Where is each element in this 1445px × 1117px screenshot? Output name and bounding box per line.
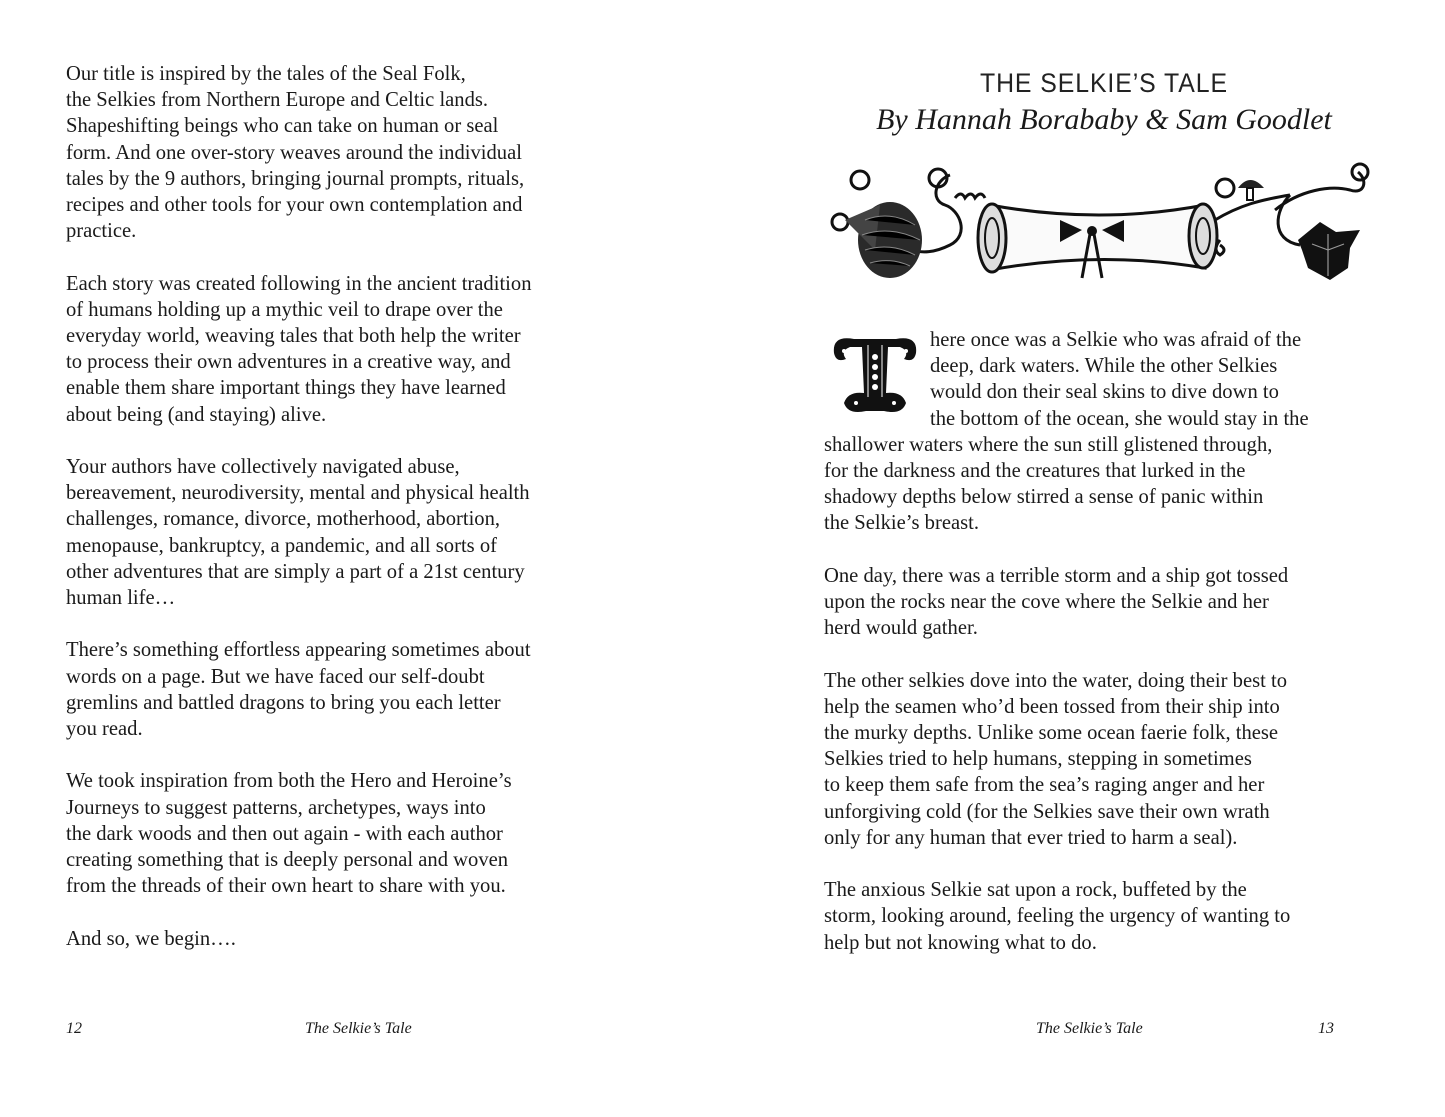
story-byline: By Hannah Borababy & Sam Goodlet: [876, 103, 1332, 136]
right-running-title: The Selkie’s Tale: [1036, 1020, 1143, 1037]
text-line: herd would gather.: [824, 617, 978, 640]
text-line: about being (and staying) alive.: [66, 403, 327, 426]
text-line: the Selkie’s breast.: [824, 512, 979, 535]
paragraph: [66, 926, 626, 952]
text-line: enable them share important things they have learned: [66, 377, 506, 400]
text-line: One day, there was a terrible storm and a ship got tossed: [824, 564, 1289, 587]
text-line: menopause, bankruptcy, a pandemic, and all sorts of: [66, 534, 498, 557]
text-line: to keep them safe from the sea’s raging anger and her: [824, 774, 1265, 797]
left-page-number: 12: [66, 1020, 82, 1037]
left-running-title: The Selkie’s Tale: [305, 1020, 412, 1037]
text-line: We took inspiration from both the Hero and Heroine’s: [66, 770, 512, 793]
text-line: shadowy depths below stirred a sense of panic within: [824, 486, 1264, 509]
paragraph: [824, 668, 1384, 851]
text-line: deep, dark waters. While the other Selkies: [930, 355, 1278, 378]
paragraph: [66, 61, 626, 244]
text-line: for the darkness and the creatures that lurked in the: [824, 460, 1246, 483]
text-line: The other selkies dove into the water, doing their best to: [824, 669, 1287, 692]
text-line: The anxious Selkie sat upon a rock, buffeted by the: [824, 879, 1247, 902]
text-line: creating something that is deeply personal and woven: [66, 849, 509, 872]
text-line: the murky depths. Unlike some ocean faerie folk, these: [824, 722, 1279, 745]
text-line: would don their seal skins to dive down to: [930, 381, 1279, 404]
paragraph: [66, 454, 626, 611]
text-line: Selkies tried to help humans, stepping in sometimes: [824, 748, 1252, 771]
left-page: [0, 0, 722, 1117]
text-line: And so, we begin….: [66, 927, 236, 950]
text-line: Each story was created following in the ancient tradition: [66, 272, 532, 295]
text-line: to process their own adventures in a creative way, and: [66, 351, 511, 374]
text-line: Shapeshifting beings who can take on human or seal: [66, 115, 499, 138]
text-line: everyday world, weaving tales that both help the writer: [66, 325, 521, 348]
text-line: the dark woods and then out again - with each author: [66, 822, 503, 845]
paragraph: [66, 271, 626, 428]
text-line: challenges, romance, divorce, motherhood, abortion,: [66, 508, 501, 531]
text-line: There’s something effortless appearing sometimes about: [66, 639, 531, 662]
text-line: other adventures that are simply a part of a 21st century: [66, 560, 525, 583]
text-line: only for any human that ever tried to harm a seal).: [824, 826, 1238, 849]
scroll-shell-ivy-ornament-icon: [820, 150, 1376, 290]
text-line: practice.: [66, 220, 137, 243]
text-line: tales by the 9 authors, bringing journal prompts, rituals,: [66, 167, 525, 190]
text-line: human life…: [66, 587, 176, 610]
text-line: unforgiving cold (for the Selkies save their own wrath: [824, 800, 1270, 823]
paragraph: [824, 877, 1384, 956]
paragraph: [66, 768, 626, 899]
text-line: from the threads of their own heart to share with you.: [66, 875, 506, 898]
text-line: you read.: [66, 718, 143, 741]
right-page-number: 13: [1318, 1020, 1334, 1037]
right-page-body: [824, 327, 1384, 982]
text-line: of humans holding up a mythic veil to drape over the: [66, 298, 503, 321]
text-line: form. And one over-story weaves around the individual: [66, 141, 522, 164]
text-line: help the seamen who’d been tossed from their ship into: [824, 695, 1280, 718]
text-line: the bottom of the ocean, she would stay in the: [930, 407, 1309, 430]
text-line: the Selkies from Northern Europe and Celtic lands.: [66, 89, 489, 112]
text-line: storm, looking around, feeling the urgency of wanting to: [824, 905, 1291, 928]
text-line: gremlins and battled dragons to bring you each letter: [66, 691, 501, 714]
paragraph: [824, 563, 1384, 642]
opening-paragraph: [824, 327, 1384, 537]
right-page: [722, 0, 1445, 1117]
text-line: words on a page. But we have faced our self-doubt: [66, 665, 485, 688]
paragraph: [66, 637, 626, 742]
text-line: shallower waters where the sun still glistened through,: [824, 433, 1273, 456]
text-line: recipes and other tools for your own contemplation and: [66, 194, 523, 217]
text-line: upon the rocks near the cove where the Selkie and her: [824, 591, 1269, 614]
text-line: Your authors have collectively navigated abuse,: [66, 456, 460, 479]
text-line: help but not knowing what to do.: [824, 931, 1097, 954]
story-title: THE SELKIE’S TALE: [979, 68, 1229, 98]
text-line: Journeys to suggest patterns, archetypes, ways into: [66, 796, 486, 819]
text-line: Our title is inspired by the tales of the Seal Folk,: [66, 63, 466, 85]
text-line: here once was a Selkie who was afraid of the: [930, 329, 1302, 351]
text-line: bereavement, neurodiversity, mental and physical health: [66, 482, 530, 505]
left-page-body: [66, 61, 626, 978]
